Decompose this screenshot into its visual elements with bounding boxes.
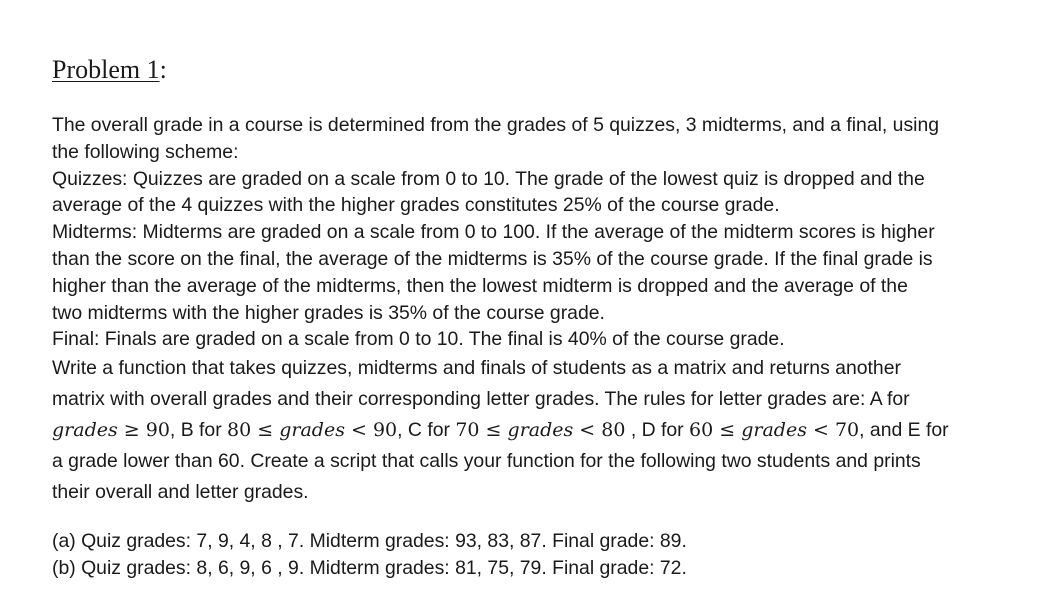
rule-d-upper: < 70 bbox=[806, 419, 860, 442]
problem-title: Problem 1 bbox=[52, 55, 160, 84]
task-line-4: a grade lower than 60. Create a script that calls your function for the following two students and prints bbox=[52, 450, 921, 473]
rule-e-text: , and E for bbox=[859, 419, 949, 442]
rule-d-lower: 60 ≤ bbox=[689, 419, 742, 442]
task-paragraph bbox=[52, 353, 992, 508]
quizzes-line-1: Quizzes: Quizzes are graded on a scale from 0 to 10. The grade of the lowest quiz is dropped and the bbox=[52, 167, 925, 190]
rule-a-expression: ≥ 90 bbox=[117, 419, 170, 442]
rule-b-prefix: , B for bbox=[169, 419, 228, 442]
intro-line-1: The overall grade in a course is determined from the grades of 5 quizzes, 3 midterms, and a final, using bbox=[52, 114, 940, 136]
rule-d-prefix: , D for bbox=[625, 419, 690, 442]
rule-a-variable: grades bbox=[52, 419, 118, 442]
rule-c-prefix: , C for bbox=[397, 419, 456, 442]
midterms-line-4: two midterms with the higher grades is 35% of the course grade. bbox=[52, 301, 605, 324]
task-line-5: their overall and letter grades. bbox=[52, 481, 309, 504]
final-line: Final: Finals are graded on a scale from 0 to 10. The final is 40% of the course grade. bbox=[52, 328, 785, 351]
task-line-2: matrix with overall grades and their corresponding letter grades. The rules for letter grades are: A for bbox=[52, 388, 910, 411]
rule-b-lower: 80 ≤ bbox=[227, 419, 280, 442]
rule-d-variable: grades bbox=[741, 419, 807, 442]
midterms-line-1: Midterms: Midterms are graded on a scale from 0 to 100. If the average of the midterm scores is higher bbox=[52, 221, 935, 244]
letter-grade-rules-line bbox=[52, 415, 992, 446]
problem-statement bbox=[52, 112, 992, 508]
task-line-1: Write a function that takes quizzes, midterms and finals of students as a matrix and returns another bbox=[52, 357, 901, 380]
midterms-line-3: higher than the average of the midterms, then the lowest midterm is dropped and the average of the bbox=[52, 274, 908, 297]
rule-c-upper: < 80 bbox=[573, 419, 626, 442]
quizzes-line-2: average of the 4 quizzes with the higher grades constitutes 25% of the course grade. bbox=[52, 194, 780, 217]
intro-line-2: the following scheme: bbox=[52, 140, 239, 163]
rule-b-variable: grades bbox=[279, 419, 345, 442]
midterms-line-2: than the score on the final, the average of the midterms is 35% of the course grade. If the final grade is bbox=[52, 247, 933, 270]
rule-c-variable: grades bbox=[507, 419, 574, 442]
part-b: (b) Quiz grades: 8, 6, 9, 6 , 9. Midterm grades: 81, 75, 79. Final grade: 72. bbox=[52, 556, 687, 579]
problem-title-colon: : bbox=[159, 55, 167, 84]
problem-heading bbox=[52, 54, 167, 86]
part-a: (a) Quiz grades: 7, 9, 4, 8 , 7. Midterm grades: 93, 83, 87. Final grade: 89. bbox=[52, 530, 687, 552]
rule-c-lower: 70 ≤ bbox=[455, 419, 508, 442]
student-cases bbox=[52, 528, 992, 582]
rule-b-upper: < 90 bbox=[344, 419, 398, 442]
